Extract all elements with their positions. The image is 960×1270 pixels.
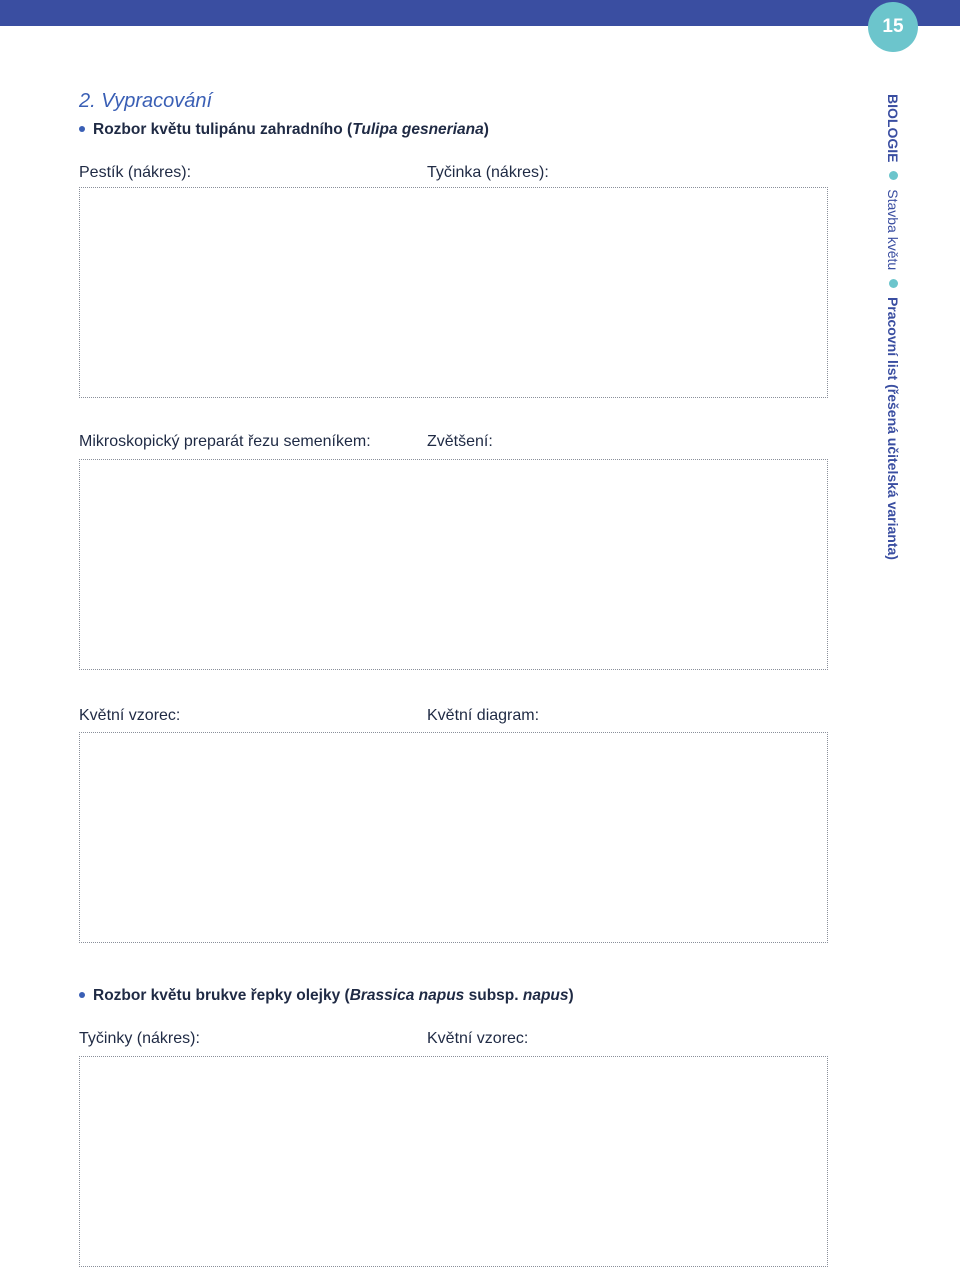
microscopic-drawing-box	[79, 459, 828, 670]
microscopic-slide-label: Mikroskopický preparát řezu semeníkem:	[79, 433, 371, 450]
topic-label: Stavba květu	[885, 189, 901, 271]
stamen-drawing-label: Tyčinka (nákres):	[427, 164, 549, 181]
separator-dot-icon	[889, 171, 898, 180]
tulip-analysis-title: Rozbor květu tulipánu zahradního (Tulipa gesneriana)	[79, 121, 489, 139]
pistil-stamen-drawing-box	[79, 187, 828, 398]
stamens-drawing-label: Tyčinky (nákres):	[79, 1030, 200, 1047]
flower-formula-label: Květní vzorec:	[79, 707, 181, 724]
separator-dot-icon	[889, 279, 898, 288]
subject-label: BIOLOGIE	[885, 94, 901, 163]
formula-diagram-box	[79, 732, 828, 943]
section-heading: 2. Vypracování	[79, 90, 213, 112]
sidebar-vertical-label	[885, 94, 901, 560]
rapeseed-analysis-title: Rozbor květu brukve řepky olejky (Brassica napus subsp. napus)	[79, 987, 574, 1005]
worksheet-label: Pracovní list (řešená učitelská varianta)	[885, 296, 901, 560]
pistil-drawing-label: Pestík (nákres):	[79, 164, 192, 181]
magnification-label: Zvětšení:	[427, 433, 493, 450]
rapeseed-drawing-box	[79, 1056, 828, 1267]
flower-diagram-label: Květní diagram:	[427, 707, 540, 724]
bullet-icon	[79, 126, 85, 132]
rapeseed-formula-label: Květní vzorec:	[427, 1030, 529, 1047]
bullet-icon	[79, 992, 85, 998]
page-number-badge: 15	[868, 2, 918, 52]
top-color-bar	[0, 0, 960, 26]
